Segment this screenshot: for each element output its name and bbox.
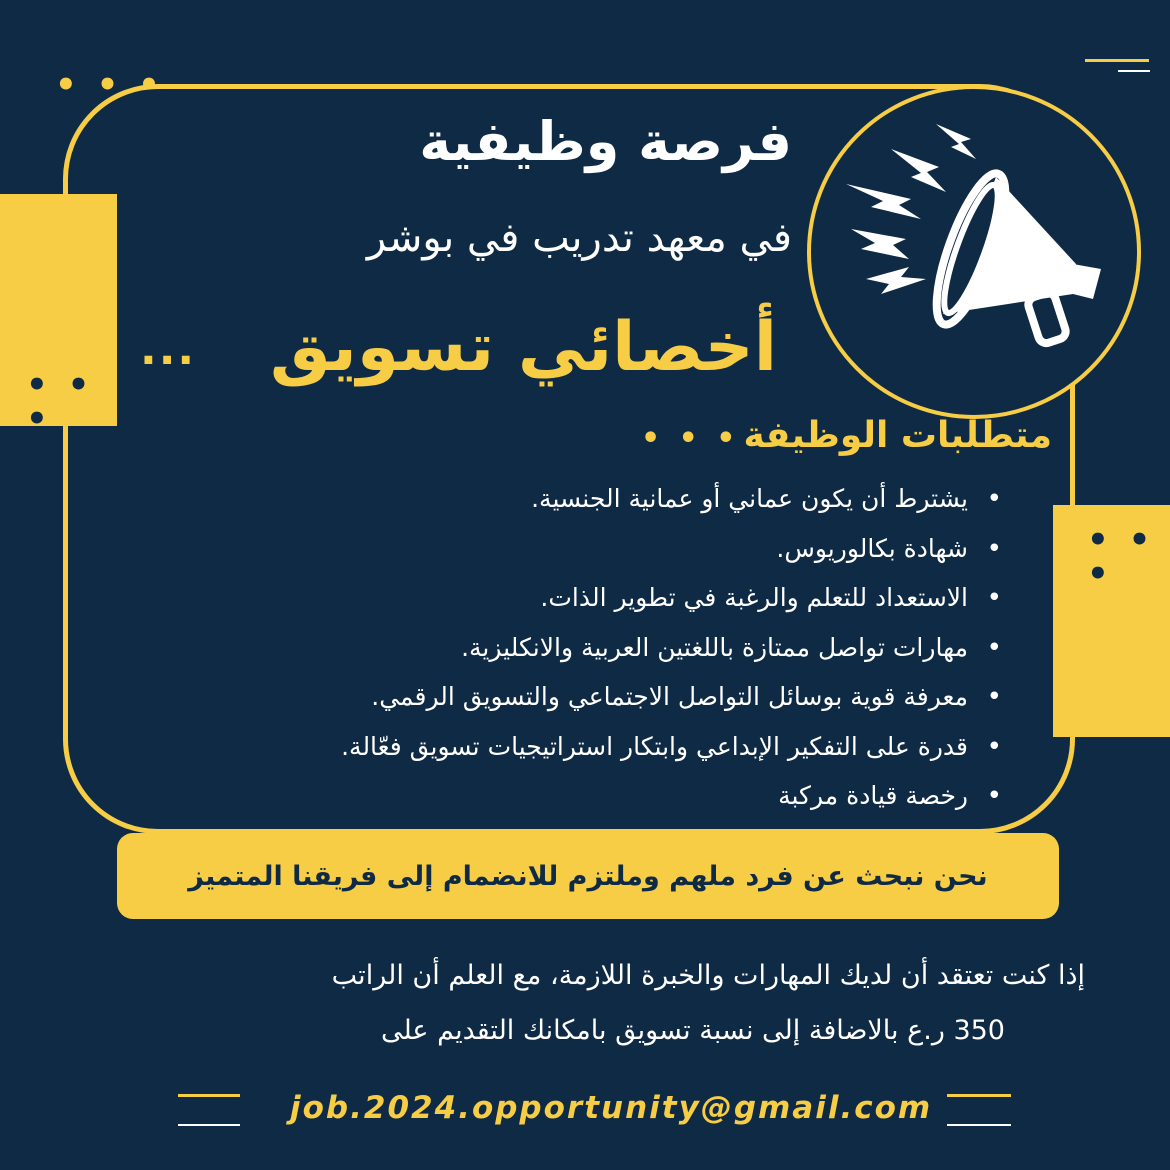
requirements-list (341, 478, 1002, 825)
decor-dots-left: • • • (26, 365, 94, 439)
requirement-item: • رخصة قيادة مركبة (341, 775, 1002, 825)
footer-text-line-1: إذا كنت تعتقد أن لديك المهارات والخبرة اللازمة، مع العلم أن الراتب (331, 960, 1085, 991)
contact-email-link[interactable]: job.2024.opportunity@gmail.com (290, 1090, 933, 1126)
megaphone-badge (807, 85, 1141, 419)
requirement-item: • شهادة بكالوريوس. (341, 528, 1002, 578)
decor-block-left (0, 194, 117, 439)
requirements-heading-dots: • • • (641, 421, 740, 456)
requirement-item: • يشترط أن يكون عماني أو عمانية الجنسية. (341, 478, 1002, 528)
decor-line-top-right (1085, 59, 1149, 62)
decor-line-top-right-white (1118, 70, 1150, 72)
megaphone-icon (811, 89, 1137, 415)
requirement-item: • مهارات تواصل ممتازة باللغتين العربية والانكليزية. (341, 627, 1002, 677)
requirement-item: • الاستعداد للتعلم والرغبة في تطوير الذات. (341, 577, 1002, 627)
requirement-item: • معرفة قوية بوسائل التواصل الاجتماعي والتسويق الرقمي. (341, 676, 1002, 726)
job-position-title: أخصائي تسويق (269, 308, 777, 387)
team-banner (117, 833, 1059, 919)
page-subtitle: في معهد تدريب في بوشر (366, 215, 792, 261)
decor-line-email-left-white (178, 1124, 240, 1126)
requirement-item: • قدرة على التفكير الإبداعي وابتكار استراتيجيات تسويق فعّالة. (341, 726, 1002, 776)
team-banner-text: نحن نبحث عن فرد ملهم وملتزم للانضمام إلى فريقنا المتميز (188, 860, 988, 892)
decor-line-email-left (178, 1094, 240, 1097)
decor-line-email-right (947, 1094, 1011, 1097)
footer-text-line-2: 350 ر.ع بالاضافة إلى نسبة تسويق بامكانك التقديم على (380, 1015, 1005, 1046)
decor-line-email-right-white (947, 1124, 1011, 1126)
decor-dots-right: • • • (1087, 520, 1155, 594)
decor-block-right (1053, 505, 1170, 737)
decor-dots-top-left: • • • (55, 65, 164, 105)
page-title: فرصة وظيفية (419, 110, 792, 173)
requirements-heading: متطلبات الوظيفة (743, 415, 1052, 456)
position-title-dots: ... (140, 324, 197, 375)
